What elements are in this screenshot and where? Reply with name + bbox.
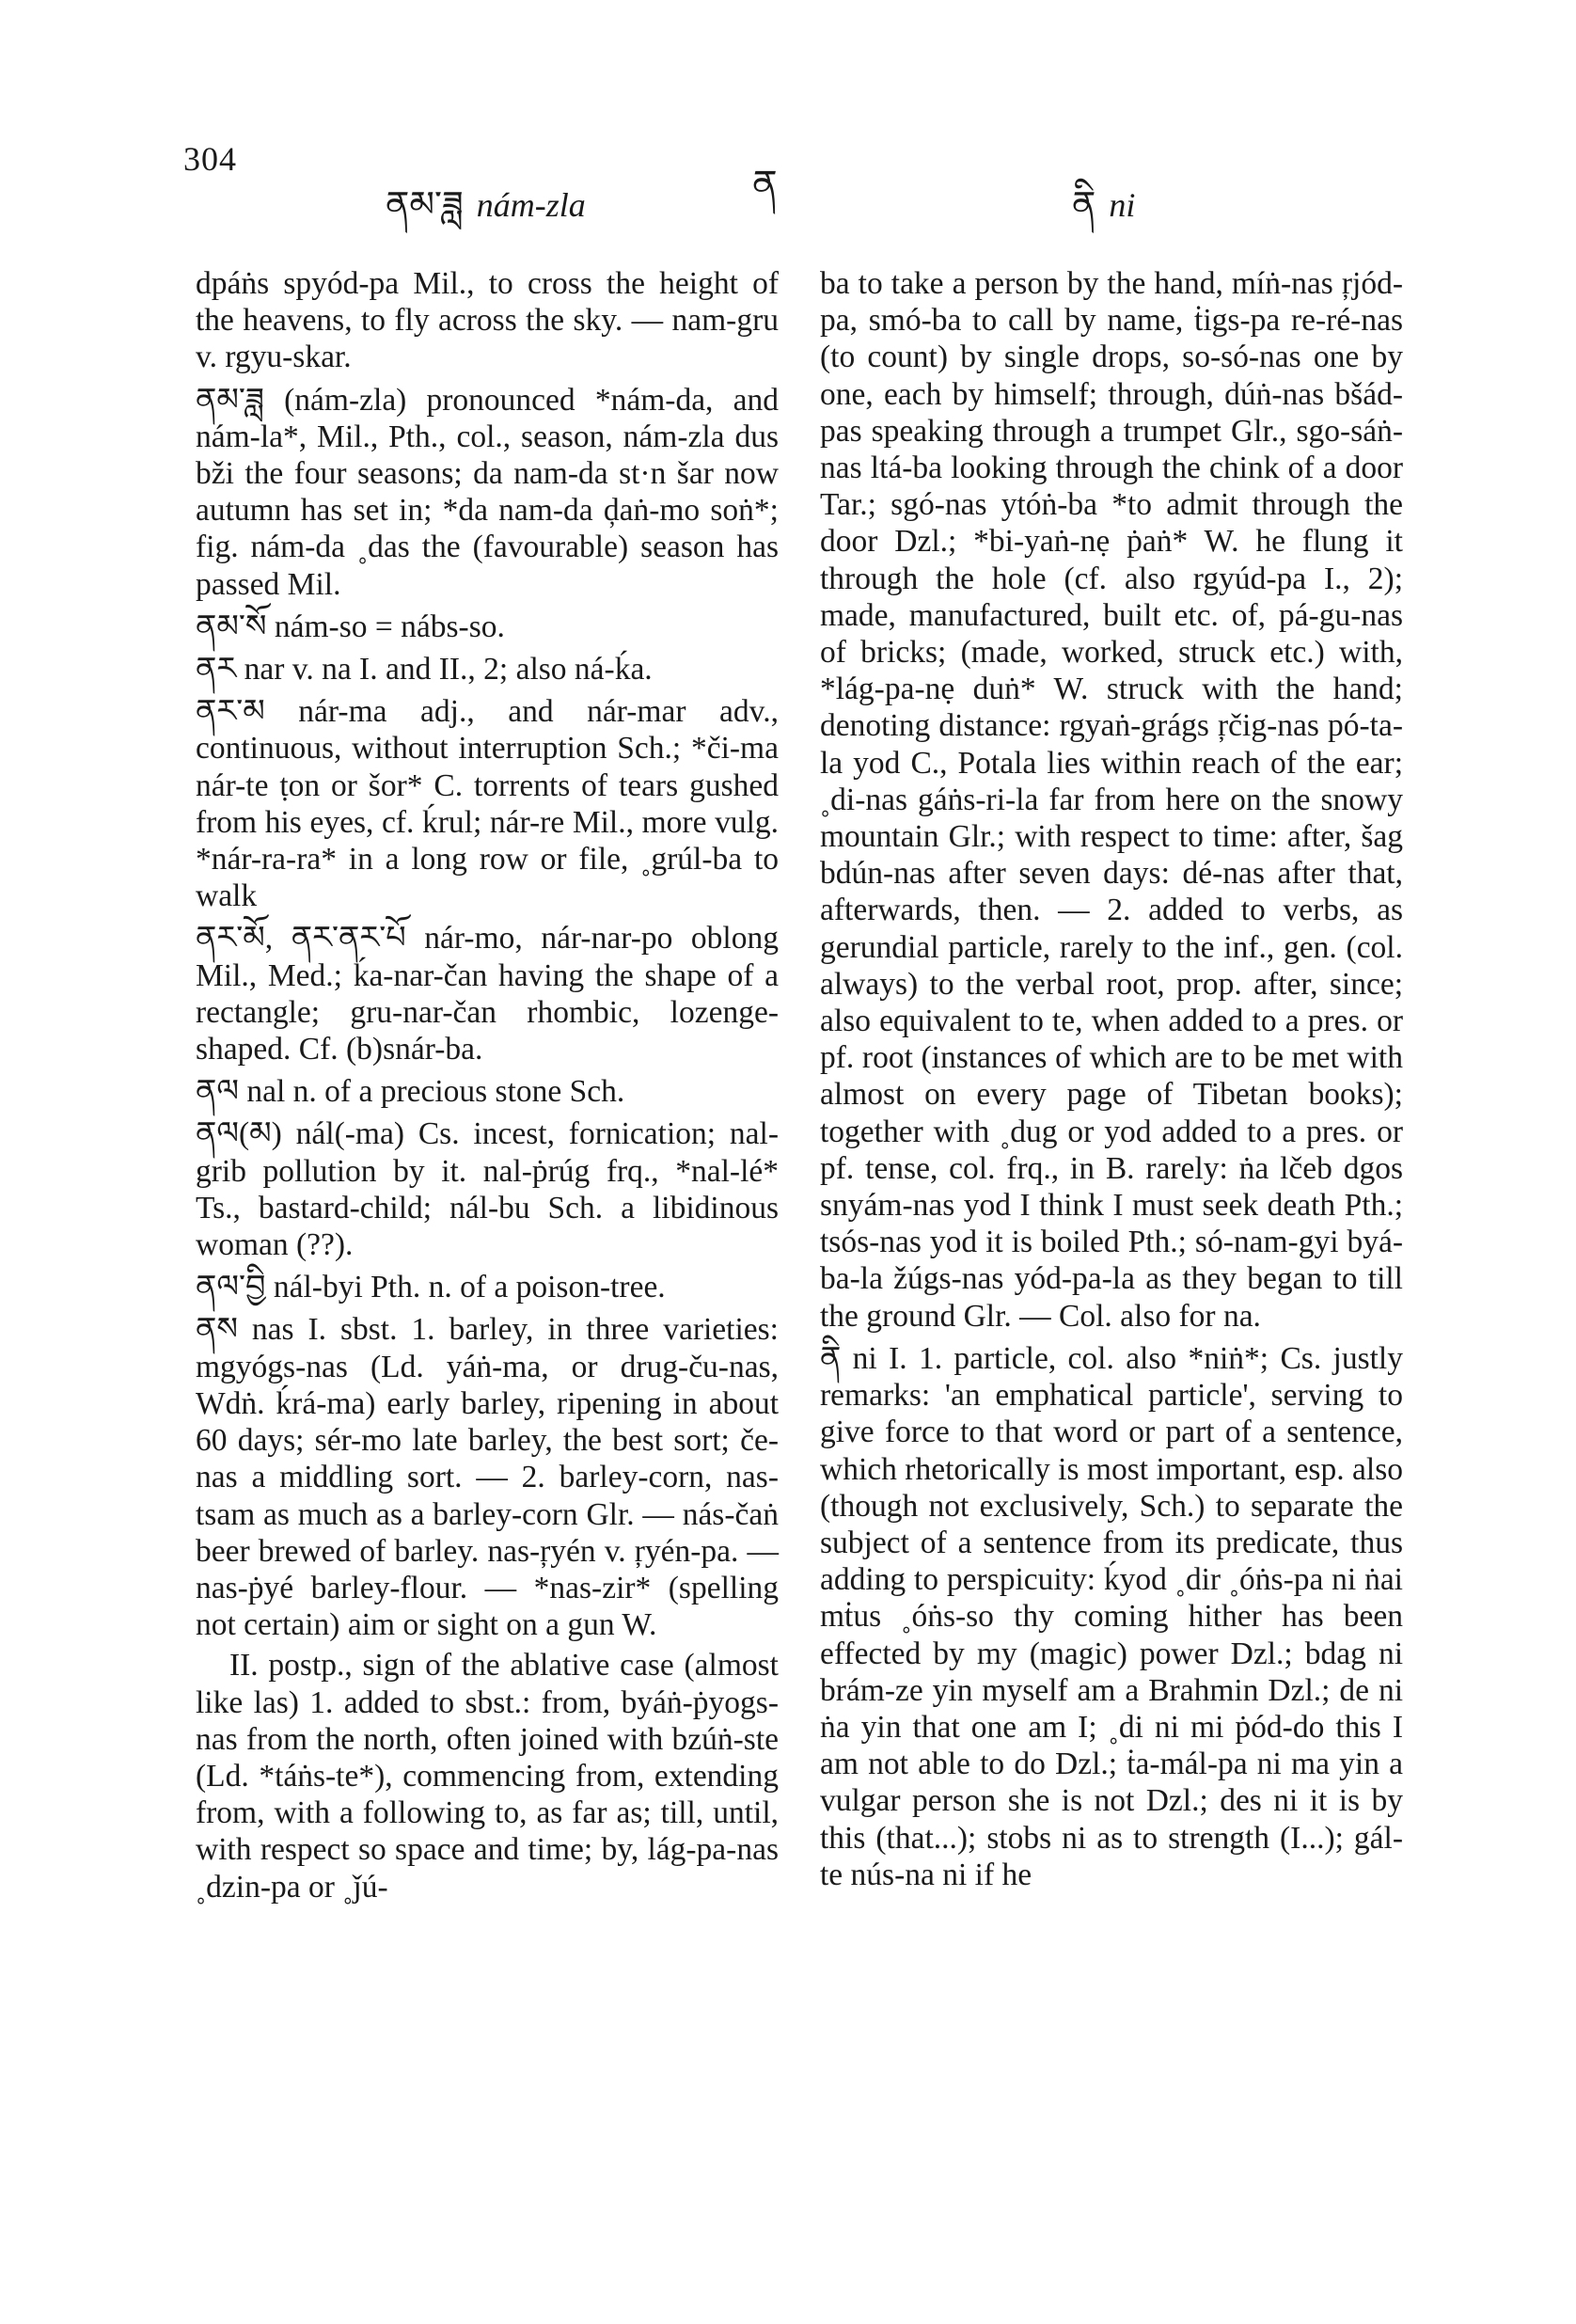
left-column [196, 265, 779, 1905]
entry-nal: ནལ nal n. of a precious stone Sch. [196, 1074, 625, 1110]
running-head-right-translit: ni [1109, 186, 1136, 224]
running-head-right-tibetan: ནི [1072, 185, 1096, 225]
entry-ni: ནི ni I. 1. particle, col. also *niṅ*; Cs. justly remarks: 'an emphatical particle', serving to give force to that word or part of a sentence, which rhetorically is most important, esp. also (though not exclusively, Sch.) to separate the subject of a sentence from its predicate, thus adding to perspicuity: ḱyod ˳dir ˳óṅs-pa ni ṅai mṫus ˳óṅs-so thy coming hither has been effected by my (magic) power Dzl.; bdag ni brám-ze yin myself am a Brahmin Dzl.; de ni ṅa yin that one am I; ˳di ni mi ṗód-do this I am not able to do Dzl.; ṫa-mál-pa ni ma yin a vulgar person she is not Dzl.; des ni it is by this (that...); stobs ni as to strength (I...); gál-te nús-na ni if he [820, 1340, 1403, 1892]
entry-continuation: dpáṅs spyód-pa Mil., to cross the height of the heavens, to fly across the sky. — nam-gru v. rgyu-skar. [196, 266, 779, 375]
entry-nas-continuation: ba to take a person by the hand, míṅ-nas ŗjód-pa, smó-ba to call by name, ṫigs-pa re-ré-nas (to count) by single drops, so-só-nas one by one, each by himself; through, dúṅ-nas bšád-pas speaking through a trumpet Glr., sgo-sáṅ-nas ltá-ba looking through the chink of a door Tar.; sgó-nas ytóṅ-ba *to admit through the door Dzl.; *bi-yaṅ-nẹ ṗaṅ* W. he flung it through the hole (cf. also rgyúd-pa I., 2); made, manufactured, built etc. of, pá-gu-nas of bricks; (made, worked, struck etc.) with, *lág-pa-nẹ duṅ* W. struck with the hand; denoting distance: rgyaṅ-grágs ŗčig-nas pó-ta-la yod C., Potala lies within reach of the ear; ˳di-nas gáṅs-ri-la far from here on the snowy mountain Glr.; with respect to time: after, šag bdún-nas after seven days: dé-nas after that, afterwards, then. — 2. added to verbs, as gerundial particle, rarely to the inf., gen. (col. always) to the verbal root, prop. after, since; also equivalent to te, when added to a pres. or pf. root (instances of which are to be met with almost on every page of Tibetan books); together with ˳dug or yod added to a pres. or pf. tense, col. frq., in B. rarely: ṅa lčeb dgos snyám-nas yod I think I must seek death Pth.; tsós-nas yod it is boiled Pth.; só-nam-gyi byá-ba-la žúgs-nas yód-pa-la as they began to till the ground Glr. — Col. also for na. [820, 266, 1403, 1334]
running-head-left [386, 165, 586, 265]
running-head-left-tibetan: ནམ་ཟླ [386, 185, 464, 225]
right-column [820, 265, 1403, 1893]
entry-nar-mo: ནར་མོ, ནར་ནར་པོ nár-mo, nár-nar-po oblong Mil., Med.; ḱa-nar-čan having the shape of a rectangle; gru-nar-čan rhombic, lozenge-shaped. Cf. (b)snár-ba. [196, 921, 779, 1067]
entry-nas-postposition: II. postp., sign of the ablative case (almost like las) 1. added to sbst.: from, byáṅ-ṗyogs-nas from the north, often joined with bzúṅ-ste (Ld. *táṅs-te*), commencing from, extending from, with a following to, as far as; till, until, with respect so space and time; by, lág-pa-nas ˳dzin-pa or ˳ǰú- [196, 1648, 779, 1905]
entry-nal-byi: ནལ་བྱི nál-byi Pth. n. of a poison-tree. [196, 1270, 666, 1305]
running-head-right [1072, 165, 1135, 265]
entry-nas: ནས nas I. sbst. 1. barley, in three varieties: mgyógs-nas (Ld. yáṅ-ma, or drug-ču-nas, Wdṅ. ḱrá-ma) early barley, ripening in about 60 days; sér-mo late barley, the best sort; če-nas a middling sort. — 2. barley-corn, nas-tsam as much as a barley-corn Glr. — nás-čaṅ beer brewed of barley. nas-ŗyén v. ŗyén-pa. — nas-ṗyé barley-flour. — *nas-zir* (spelling not certain) aim or sight on a gun W. [196, 1312, 779, 1643]
entry-nar-ma: ནར་མ nár-ma adj., and nár-mar adv., continuous, without interruption Sch.; *či-ma nár-te ṭon or šor* C. torrents of tears gushed from his eyes, cf. ḱrul; nár-re Mil., more vulg. *nár-ra-ra* in a long row or file, ˳grúl-ba to walk [196, 694, 779, 914]
entry-nam-zla: ནམ་ཟླ (nám-zla) pronounced *nám-da, and nám-la*, Mil., Pth., col., season, nám-zla dus bži the four seasons; da nam-da st·n šar now autumn has set in; *da nam-da ḑaṅ-mo soṅ*; fig. nám-da ˳das the (favourable) season has passed Mil. [196, 382, 779, 602]
entry-nal-ma: ནལ(མ) nál(-ma) Cs. incest, fornication; nal-grib pollution by it. nal-ṗrúg frq., *nal-lé* Ts., bastard-child; nál-bu Sch. a libidinous woman (??). [196, 1116, 779, 1263]
page-number: 304 [183, 140, 237, 178]
running-head-center [752, 141, 778, 247]
running-head-center-tibetan: ན [752, 163, 778, 205]
running-head-left-translit: nám-zla [476, 186, 586, 224]
entry-nar: ནར nar v. na I. and II., 2; also ná-ḱa. [196, 652, 653, 688]
entry-nam-so: ནམ་སོ nám-so = nábs-so. [196, 609, 505, 644]
